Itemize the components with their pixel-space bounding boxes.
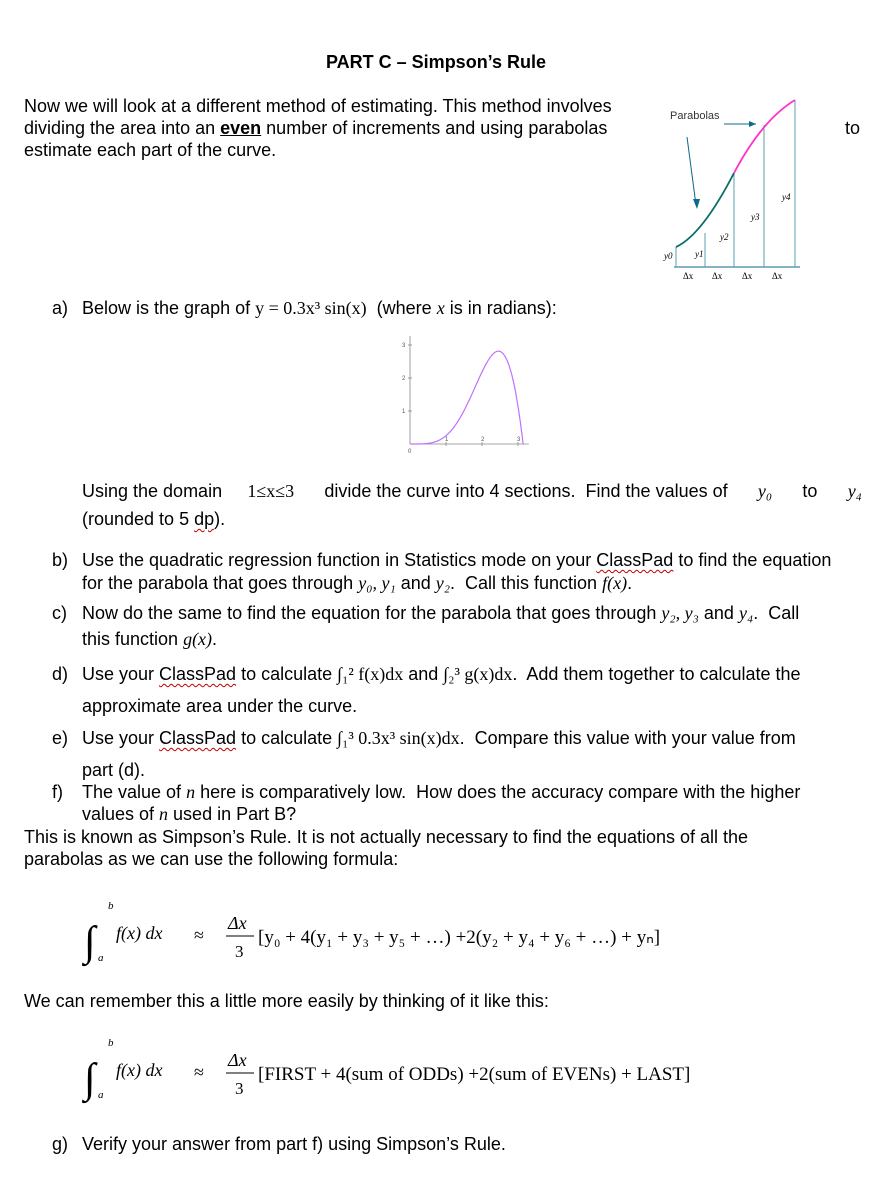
denominator-three: 3 [235, 1079, 244, 1098]
part-f-text: The value of [82, 782, 187, 802]
part-c-line2 [52, 628, 864, 650]
part-a-line [52, 297, 557, 319]
approx-sign: ≈ [194, 925, 204, 945]
remember-line: We can remember this a little more easily by thinking of it like this: [24, 991, 549, 1011]
classpad-word: ClassPad [159, 664, 237, 684]
part-c-points: y₂, y₃ [661, 603, 699, 623]
part-b-text: for the parabola that goes through [82, 573, 359, 593]
part-e-line1 [52, 727, 864, 749]
round-end: ). [214, 509, 226, 529]
part-c-end: . [212, 629, 218, 649]
page-title: PART C – Simpson’s Rule [326, 52, 547, 72]
part-d-and: and [403, 664, 444, 684]
simpson-line-1: This is known as Simpson’s Rule. It is not actually necessary to find the equations of all the [24, 827, 749, 847]
part-b-line2 [52, 572, 864, 594]
part-c-y4: y₄ [738, 603, 754, 623]
integrand: f(x) dx [116, 1060, 163, 1080]
y0-symbol: y₀ [757, 481, 773, 501]
simpson-formula-2 [82, 1032, 822, 1112]
y-tick-label: 2 [402, 376, 406, 382]
approx-sign: ≈ [194, 1062, 204, 1082]
intro-text: number of increments and using parabolas [261, 118, 608, 138]
part-b-text: Use the quadratic regression function in Statistics mode on your [82, 550, 597, 570]
round-text: (rounded to 5 [82, 509, 195, 529]
domain-math: 1≤x≤3 [247, 481, 295, 501]
integral-g: ∫₂³ g(x)dx [443, 664, 513, 684]
intro-paragraph [24, 95, 664, 161]
part-b-label: b) [52, 550, 69, 570]
arrowhead-down [693, 199, 700, 209]
intro-to-word: to [845, 118, 861, 138]
g-of-x: g(x) [183, 629, 213, 649]
part-a-text: Below is the graph of [82, 298, 256, 318]
n-symbol: n [159, 804, 169, 824]
intro-line-1: Now we will look at a different method of estimating. This method involves [24, 96, 612, 116]
graph-ticks [402, 343, 521, 455]
part-a-label: a) [52, 298, 69, 318]
part-a-formula: y = 0.3x³ sin(x) [255, 298, 367, 318]
part-b-and: and [395, 573, 436, 593]
part-g-label: g) [52, 1134, 69, 1154]
graph-axes [410, 336, 529, 444]
intro-text: dividing the area into an [24, 118, 221, 138]
part-a-text: (where [376, 298, 437, 318]
part-d-label: d) [52, 664, 69, 684]
part-d-line1 [52, 663, 864, 685]
part-e-line2: part (d). [82, 760, 146, 780]
part-c-line1 [52, 602, 864, 624]
upper-limit: b [108, 1037, 114, 1049]
delta-x: Δx [228, 913, 247, 933]
part-c-label: c) [52, 603, 67, 623]
part-c-text: Now do the same to find the equation for the parabola that goes through [82, 603, 662, 623]
domain-text-1: Using the domain [82, 481, 223, 501]
part-a-domain-line1 [82, 477, 862, 505]
y-tick-label: 1 [402, 409, 406, 415]
dx-label-4: Δx [772, 271, 783, 281]
part-g-text: Verify your answer from part f) using Simpson’s Rule. [82, 1134, 506, 1154]
part-d-text: . Add them together to calculate the [512, 664, 801, 684]
y3-label: y3 [751, 212, 760, 222]
part-a-text: is in radians): [444, 298, 557, 318]
upper-limit: b [108, 900, 114, 912]
integrand: f(x) dx [116, 923, 163, 943]
part-c [52, 602, 864, 650]
function-curve [410, 351, 523, 444]
part-e-text: Use your [82, 728, 160, 748]
part-a-x: x [436, 298, 445, 318]
function-graph [396, 336, 546, 461]
origin-label: 0 [408, 449, 412, 455]
x-tick-label: 1 [445, 437, 449, 443]
simpson-line-2: parabolas as we can use the following formula: [24, 849, 399, 869]
part-g [52, 1133, 506, 1155]
classpad-word: ClassPad [596, 550, 674, 570]
integral-sign: ∫ [84, 1056, 96, 1102]
part-f-label: f) [52, 782, 63, 802]
part-f [52, 781, 864, 825]
y-tick-label: 3 [402, 343, 406, 349]
y0-label: y0 [664, 251, 673, 261]
dx-label-2: Δx [712, 271, 723, 281]
even-emphasis: even [220, 118, 262, 138]
part-d-line2: approximate area under the curve. [82, 696, 358, 716]
part-f-text: here is comparatively low. How does the accuracy compare with the higher [195, 782, 801, 802]
part-f-text: values of [82, 804, 160, 824]
formula-2-rhs: [FIRST + 4(sum of ODDs) +2(sum of EVENs) + LAST] [258, 1064, 691, 1085]
domain-text-2: divide the curve into 4 sections. Find the values of [319, 481, 733, 501]
classpad-word: ClassPad [159, 728, 237, 748]
integral-f: ∫₁² f(x)dx [337, 664, 404, 684]
part-e-text: to calculate [236, 728, 338, 748]
part-e [52, 727, 864, 781]
dx-label-3: Δx [742, 271, 753, 281]
part-e-label: e) [52, 728, 69, 748]
part-a-domain-line2 [82, 505, 862, 533]
part-c-text: . Call [753, 603, 800, 623]
y4-symbol: y₄ [847, 481, 862, 501]
part-b [52, 549, 864, 594]
y2-label: y2 [720, 232, 729, 242]
part-d-text: Use your [82, 664, 160, 684]
part-d-text: to calculate [236, 664, 338, 684]
part-f-line2 [52, 803, 864, 825]
part-b-line1 [52, 549, 864, 571]
n-symbol: n [186, 782, 196, 802]
delta-x: Δx [228, 1050, 247, 1070]
arrow-down [687, 137, 696, 205]
simpson-formula-1 [82, 895, 822, 975]
part-f-text: used in Part B? [168, 804, 297, 824]
part-e-text: . Compare this value with your value from [459, 728, 796, 748]
y4-label: y4 [782, 192, 791, 202]
intro-line-2 [24, 117, 664, 139]
arrowhead-right [749, 121, 756, 127]
integral-full: ∫₁³ 0.3x³ sin(x)dx [337, 728, 460, 748]
part-f-line1 [52, 781, 864, 803]
part-b-points: y₀, y₁ [358, 573, 396, 593]
dp-text: dp [194, 509, 215, 529]
integral-sign: ∫ [84, 919, 96, 965]
f-of-x: f(x) [602, 573, 628, 593]
domain-to: to [797, 481, 823, 501]
parabolas-label: Parabolas [670, 110, 720, 122]
simpson-intro [24, 826, 864, 870]
denominator-three: 3 [235, 942, 244, 961]
part-b-text: to find the equation [673, 550, 832, 570]
y1-label: y1 [695, 249, 704, 259]
dx-label-1: Δx [683, 271, 694, 281]
part-d [52, 663, 864, 717]
part-b-text: . Call this function [450, 573, 603, 593]
lower-limit: a [98, 952, 104, 964]
part-c-text: this function [82, 629, 184, 649]
intro-line-3: estimate each part of the curve. [24, 140, 277, 160]
part-a-domain [82, 477, 862, 533]
x-tick-label: 2 [481, 437, 485, 443]
part-b-y2: y₂ [435, 573, 450, 593]
formula-1-rhs: [y₀ + 4(y₁ + y₃ + y₅ + …) +2(y₂ + y₄ + y₆ + …) + yₙ] [258, 927, 661, 948]
part-b-end: . [627, 573, 633, 593]
x-tick-label: 3 [517, 437, 521, 443]
parabola-diagram [662, 95, 812, 285]
lower-limit: a [98, 1089, 104, 1101]
part-c-and: and [698, 603, 739, 623]
